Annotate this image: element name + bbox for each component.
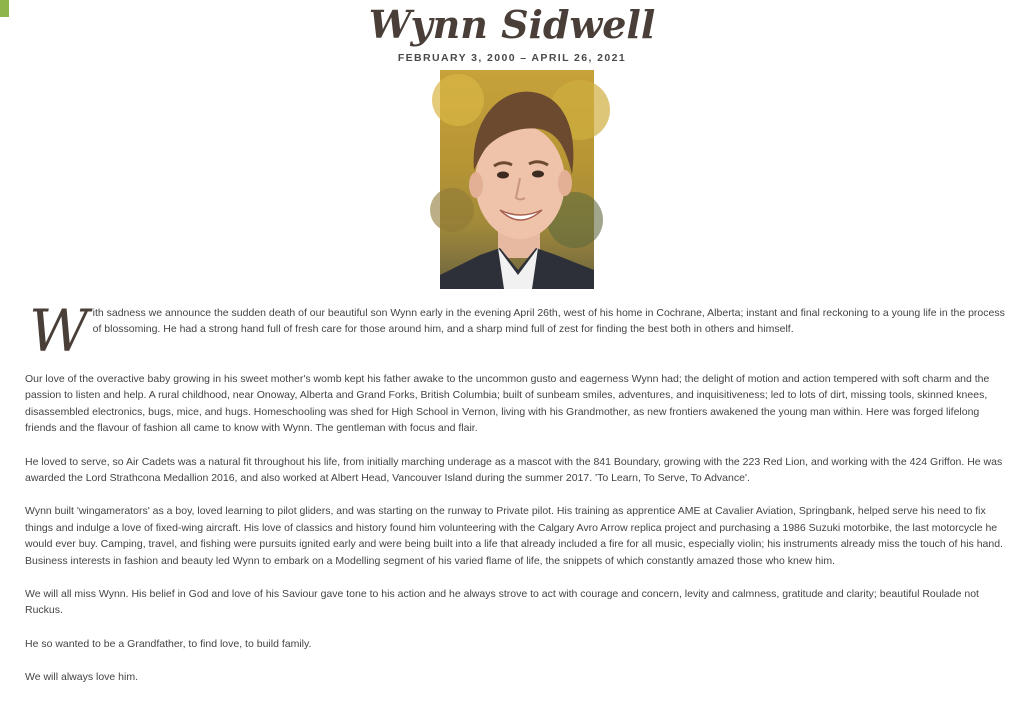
obituary-paragraph: We will all miss Wynn. His belief in God and love of his Saviour gave tone to his action and he always strove to act with courage and concern, levity and calmness, gratitude and clarity; beautiful Roulade not Ruckus. [25,588,979,617]
deceased-name: Wynn Sidwell [368,2,656,47]
obituary-paragraph: We will always love him. [25,671,139,684]
obituary-paragraph: Our love of the overactive baby growing in his sweet mother's womb kept his father awake to the uncommon gusto and eagerness Wynn had; the delight of motion and action tempered with soft charm and the passion to listen and help. A rural childhood, near Onoway, Alberta and Grand Forks, British Columbia; built of sunbeam smiles, adventures, and inquisitiveness; led to lots of dirt, missing tools, skinned knees, disassembled electronics, bugs, mice, and hugs. Homeschooling was shed for High School in Vernon, living with his Grandmother, as new frontiers awakened the young man within. Here was forged lifelong friends and the flavour of fashion all came to know with Wynn. The gentleman with focus and flair. [25,373,990,435]
obituary-paragraph: Wynn built 'wingamerators' as a boy, loved learning to pilot gliders, and was starting on the runway to Private pilot. His training as apprentice AME at Cavalier Aviation, Springbank, helped serve his need to fix things and indulge a love of fixed-wing aircraft. His love of classics and history found him volunteering with the Calgary Avro Arrow replica project and purchasing a 1986 Suzuki motorbike, the last motorcycle he would ever buy. Camping, travel, and fishing were pursuits ignited early and were being built into a life that already included a fire for all music, especially violin; his instruments already miss the touch of his hand. Business interests in fashion and beauty led Wynn to embark on a Modelling segment of his varied flame of life, the snippets of which constantly amazed those who knew him. [25,505,1003,567]
life-dates: FEBRUARY 3, 2000 – APRIL 26, 2021 [397,52,627,64]
obituary-paragraph: He loved to serve, so Air Cadets was a natural fit throughout his life, from initially marching underage as a mascot with the 841 Boundary, growing with the 223 Red Lion, and working with the 424 Griffon. He was awarded the Lord Strathcona Medallion 2016, and also worked at Albert Head, Vancouver Island during the summer 2017. 'To Learn, To Serve, To Advance'. [25,455,1003,485]
drop-cap: W [29,297,89,365]
paragraph-text: ith sadness we announce the sudden death of our beautiful son Wynn early in the evening April 26th, west of his home in Cochrane, Alberta; instant and final reckoning to a young life in the process of blossoming. He had a strong hand full of fresh care for those around him, and a sharp mind full of zest for finding the best both in others and himself. [92,307,1005,336]
obituary-paragraph: He so wanted to be a Grandfather, to find love, to build family. [25,637,312,650]
obituary-text [25,297,1010,703]
obituary-paragraph [25,297,1010,365]
portrait-photo [440,70,594,289]
